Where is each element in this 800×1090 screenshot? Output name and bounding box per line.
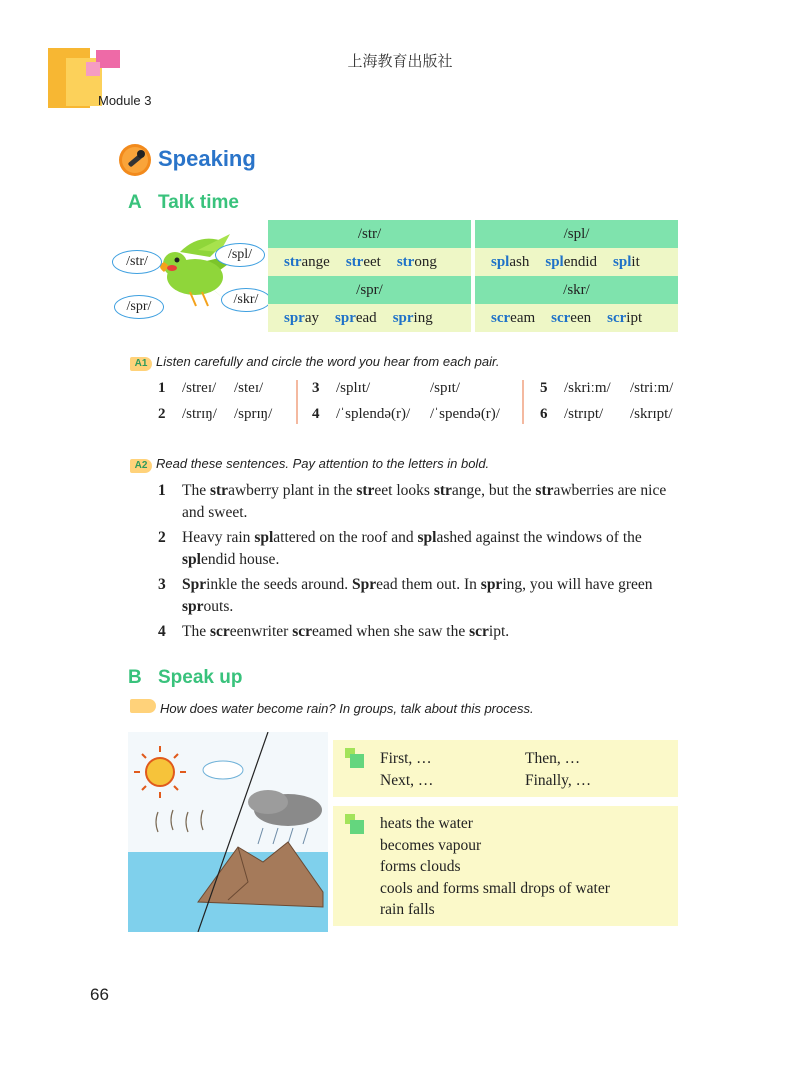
phrase: Finally, … xyxy=(525,772,592,789)
pair-item: 1 /streɪ/ /steɪ/ xyxy=(158,380,264,396)
phonics-table xyxy=(268,220,678,332)
publisher-name: 上海教育出版社 xyxy=(347,52,453,70)
table-header-cell: /skr/ xyxy=(475,276,678,304)
word: splash xyxy=(491,253,530,270)
pair-item: 3 /splɪt/ /spɪt/ xyxy=(312,380,461,396)
pair-item: 6 /strɪpt/ /skrɪpt/ xyxy=(540,406,673,422)
table-cell xyxy=(268,248,471,276)
table-header-row xyxy=(268,220,678,248)
table-cell xyxy=(475,304,678,332)
activity-a1-header xyxy=(130,353,499,371)
box-marker xyxy=(350,754,364,768)
word: screen xyxy=(551,309,592,326)
pair-item: 2 /strɪŋ/ /sprɪŋ/ xyxy=(158,406,273,422)
word: split xyxy=(613,253,640,270)
water-cycle-illustration xyxy=(128,732,328,932)
module-label: Module 3 xyxy=(98,93,152,108)
activity-tag: A1 xyxy=(130,357,152,371)
phrase: Then, … xyxy=(525,750,581,767)
phrase: Next, … xyxy=(380,772,434,789)
activity-tag xyxy=(130,699,156,713)
divider xyxy=(296,380,298,424)
word: strange xyxy=(284,253,330,270)
table-row xyxy=(268,248,678,276)
phrase: rain falls xyxy=(380,901,435,918)
phrase: First, … xyxy=(380,750,432,767)
pair-item: 5 /skriːm/ /striːm/ xyxy=(540,380,674,396)
table-row xyxy=(268,304,678,332)
sound-bubble: /spl/ xyxy=(215,243,265,267)
activity-b-header xyxy=(130,699,534,718)
word: scream xyxy=(491,309,536,326)
phrase: cools and forms small drops of water xyxy=(380,879,610,897)
box-marker xyxy=(350,820,364,834)
activity-a2-header xyxy=(130,455,489,473)
activity-tag: A2 xyxy=(130,459,152,473)
section-title-speaking: Speaking xyxy=(158,146,256,171)
page-number: 66 xyxy=(90,985,109,1004)
word: spray xyxy=(284,309,320,326)
table-header-row xyxy=(268,276,678,304)
section-title: Talk time xyxy=(158,192,239,213)
microphone-icon xyxy=(118,143,152,177)
activity-instruction: How does water become rain? In groups, talk about this process. xyxy=(160,701,534,716)
activity-instruction: Read these sentences. Pay attention to the letters in bold. xyxy=(156,456,490,471)
phrase: forms clouds xyxy=(380,858,461,875)
word: spring xyxy=(392,309,433,326)
word: street xyxy=(345,253,381,270)
word: splendid xyxy=(545,253,598,270)
word: strong xyxy=(396,253,437,270)
divider xyxy=(522,380,524,424)
word: spread xyxy=(335,309,377,326)
sound-bubble: /str/ xyxy=(112,250,162,274)
table-header-cell: /spr/ xyxy=(268,276,471,304)
table-header-cell: /spl/ xyxy=(475,220,678,248)
table-cell xyxy=(475,248,678,276)
phrase: heats the water xyxy=(380,815,473,832)
phrase: becomes vapour xyxy=(380,836,482,854)
sound-bubble: /spr/ xyxy=(114,295,164,319)
section-letter: B xyxy=(128,667,142,688)
table-header-cell: /str/ xyxy=(268,220,471,248)
sound-bubble: /skr/ xyxy=(221,288,271,312)
table-cell xyxy=(268,304,471,332)
activity-instruction: Listen carefully and circle the word you hear from each pair. xyxy=(156,354,500,369)
word: script xyxy=(607,309,643,326)
section-letter: A xyxy=(128,192,142,213)
pair-item: 4 /ˈsplendə(r)/ /ˈspendə(r)/ xyxy=(312,406,500,422)
section-title: Speak up xyxy=(158,667,243,688)
